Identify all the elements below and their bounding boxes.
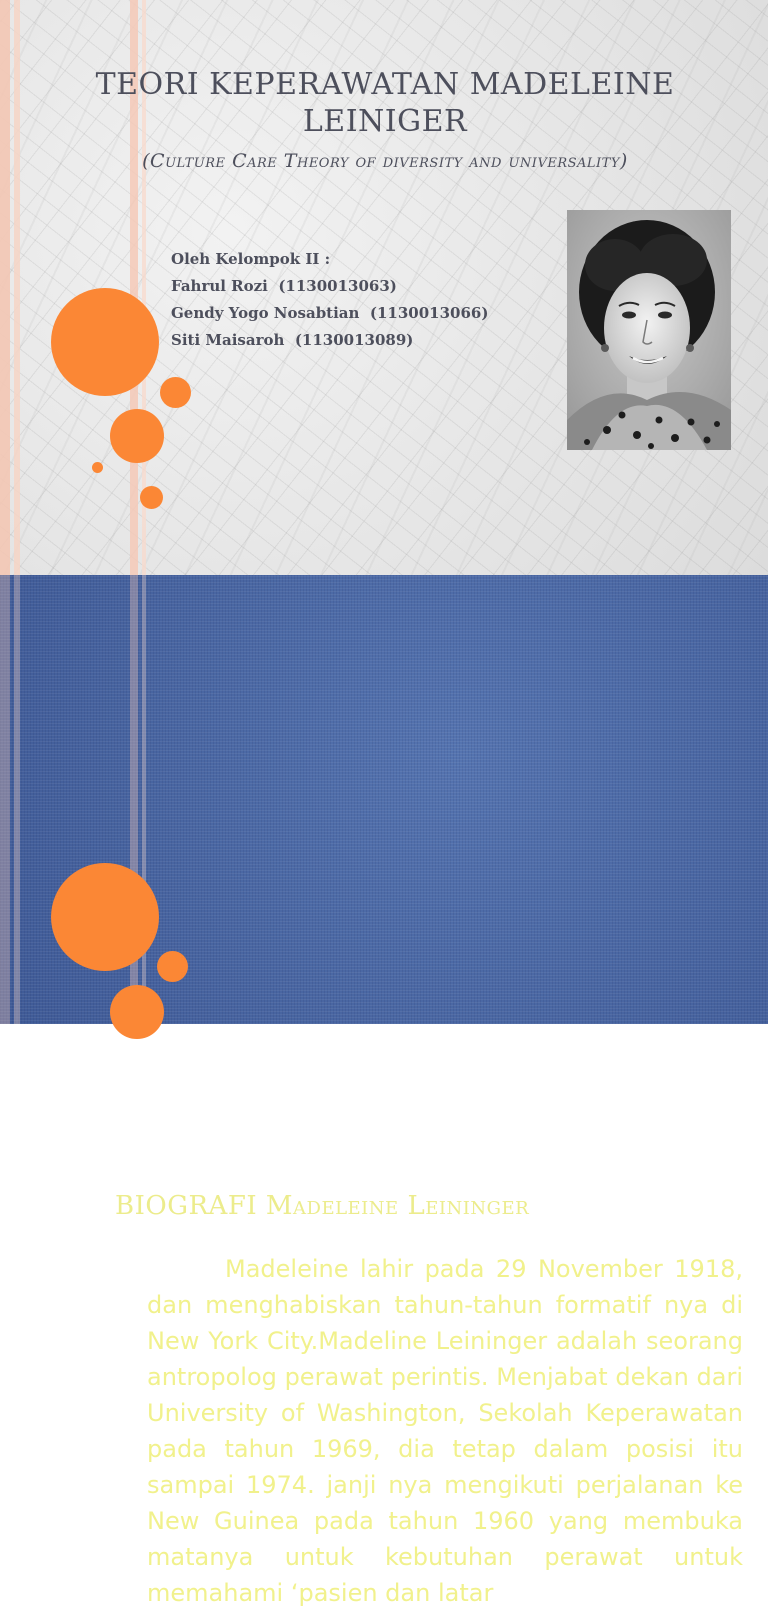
decorative-circle-small bbox=[160, 377, 191, 408]
decorative-circle-tiny bbox=[92, 462, 103, 473]
decorative-circle-small bbox=[140, 486, 163, 509]
author-list-heading: Oleh Kelompok II : bbox=[171, 250, 331, 268]
author-list-item: Siti Maisaroh (1130013089) bbox=[171, 331, 414, 349]
decorative-stripe bbox=[14, 575, 20, 1024]
biography-heading: BIOGRAFI Madeleine Leininger bbox=[115, 1191, 530, 1221]
decorative-circle-medium bbox=[110, 985, 164, 1039]
decorative-circle-small bbox=[157, 951, 188, 982]
author-list-item: Fahrul Rozi (1130013063) bbox=[171, 277, 397, 295]
decorative-circle-large bbox=[51, 288, 159, 396]
biography-body: Madeleine lahir pada 29 November 1918, dan menghabiskan tahun-tahun formatif nya di New York City.Madeline Leininger adalah seorang antropolog perawat perintis. Menjabat dekan dari University of Washington, Sekolah Keperawatan pada tahun 1969, dia tetap dalam posisi itu sampai 1974. janji nya mengikuti perjalanan ke New Guinea pada tahun 1960 yang membuka matanya untuk kebutuhan perawat untuk memahami ‘pasien dan latar bbox=[147, 1255, 743, 1607]
decorative-stripe bbox=[0, 0, 10, 575]
portrait-photo bbox=[567, 210, 731, 450]
decorative-circle-medium bbox=[110, 409, 164, 463]
biography-slide bbox=[0, 575, 768, 1607]
decorative-stripe bbox=[0, 575, 10, 1024]
author-list bbox=[171, 246, 488, 354]
author-list-item: Gendy Yogo Nosabtian (1130013066) bbox=[171, 304, 489, 322]
title-slide bbox=[0, 0, 768, 575]
decorative-stripe bbox=[142, 575, 146, 1024]
decorative-circle-large bbox=[51, 863, 159, 971]
slide-subtitle: (Culture Care Theory of diversity and universality) bbox=[142, 150, 628, 172]
slide-title: TEORI KEPERAWATAN MADELEINE LEINIGER bbox=[95, 67, 675, 139]
